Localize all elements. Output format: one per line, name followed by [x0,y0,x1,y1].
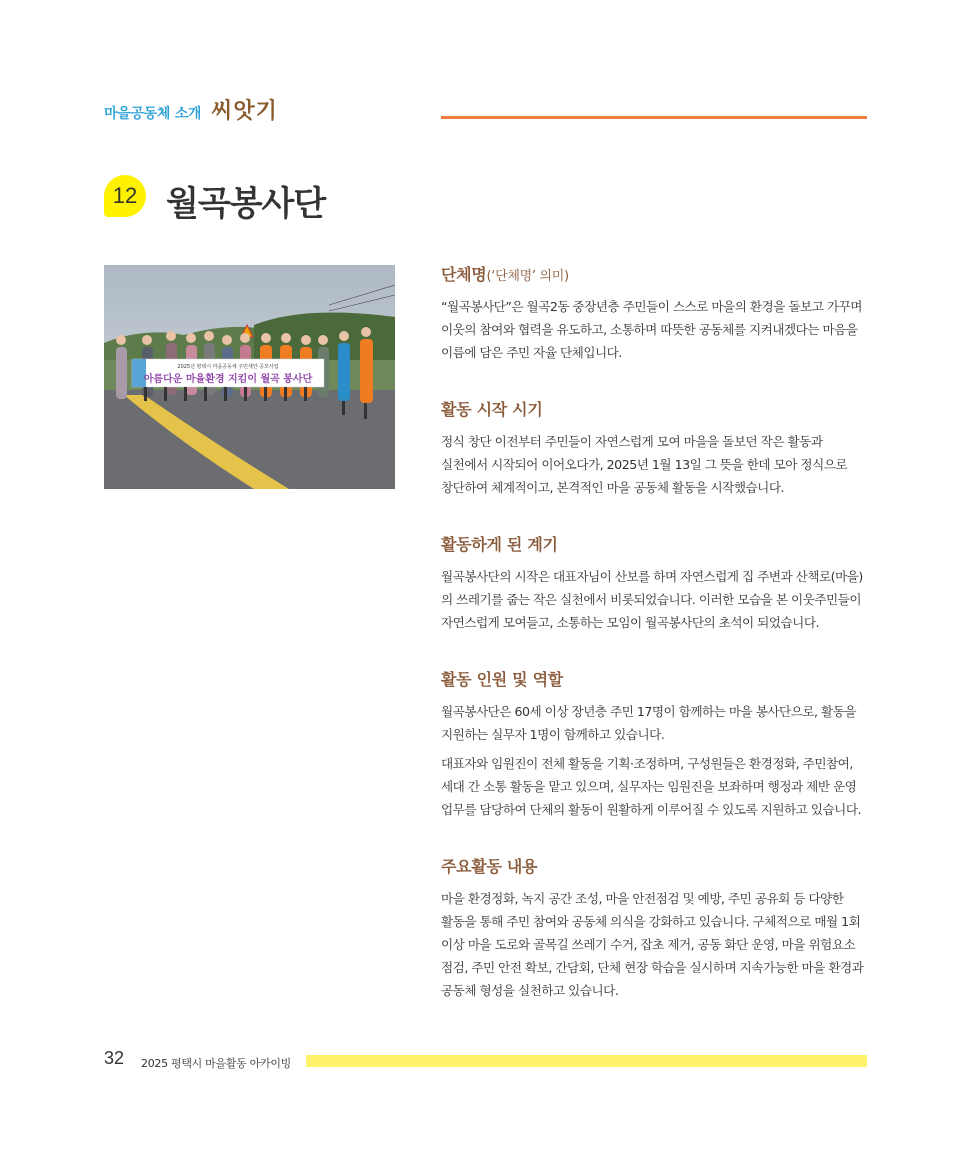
section-members [441,667,869,821]
section-paragraph: 정식 창단 이전부터 주민들이 자연스럽게 모여 마을을 돌보던 작은 활동과 실천에서 시작되어 이어오다가, 2025년 1월 13일 그 뜻을 한데 모아 정식으로 창단하여 체계적이고, 본격적인 마을 공동체 활동을 시작했습니다. [441,434,848,495]
header-rule [441,116,867,119]
banner-small-text: 2025년 평택시 마을공동체 주민제안 공모사업 [177,364,279,370]
section-paragraph: 월곡봉사단은 60세 이상 장년층 주민 17명이 함께하는 마을 봉사단으로, 활동을 지원하는 실무자 1명이 함께하고 있습니다. [441,704,857,742]
section-heading-sub: (‘단체명’ 의미) [486,269,569,284]
section-heading: 주요활동 내용 [441,857,538,876]
kicker-logo: 씨앗기 [211,99,278,124]
section-heading: 활동 시작 시기 [441,400,543,419]
page-title: 월곡봉사단 [166,184,326,224]
section-heading: 활동 인원 및 역할 [441,670,563,689]
section-start [441,397,869,499]
content-column [441,262,869,1035]
group-photo [104,265,395,489]
section-heading: 단체명(‘단체명’ 의미) [441,265,569,284]
section-paragraph: 대표자와 임원진이 전체 활동을 기획·조정하며, 구성원들은 환경정화, 주민참여, 세대 간 소통 활동을 맡고 있으며, 실무자는 임원진을 보좌하며 행정과 제반 운영 업무를 담당하여 단체의 활동이 원활하게 이루어질 수 있도록 지원하고 있습니다. [441,756,861,817]
page-number: 32 [104,1048,125,1068]
section-motivation [441,532,869,634]
footer-bar [306,1055,867,1067]
footer-text: 2025 평택시 마을활동 아카이빙 [141,1057,291,1070]
kicker-text: 마을공동체 소개 [104,106,202,122]
section-number-badge: 12 [104,175,146,217]
section-paragraph: “월곡봉사단”은 월곡2동 중장년층 주민들이 스스로 마을의 환경을 돌보고 가꾸며 이웃의 참여와 협력을 유도하고, 소통하며 따뜻한 공동체를 지켜내겠다는 마음을 이름에 담은 주민 자율 단체입니다. [441,299,862,360]
section-paragraph: 마을 환경정화, 녹지 공간 조성, 마을 안전점검 및 예방, 주민 공유회 등 다양한 활동을 통해 주민 참여와 공동체 의식을 강화하고 있습니다. 구체적으로 매월 1회 이상 마을 도로와 골목길 쓰레기 수거, 잡초 제거, 공동 화단 운영, 마을 위험요소 점검, 주민 안전 확보, 간담회, 단체 현장 학습을 실시하며 지속가능한 마을 환경과 공동체 형성을 실천하고 있습니다. [441,891,864,998]
header-kicker [104,94,278,125]
section-paragraph: 월곡봉사단의 시작은 대표자님이 산보를 하며 자연스럽게 집 주변과 산책로(마을)의 쓰레기를 줍는 작은 실천에서 비롯되었습니다. 이러한 모습을 본 이웃주민들이 자연스럽게 모여들고, 소통하는 모임이 월곡봉사단의 초석이 되었습니다. [441,569,863,630]
section-name [441,262,869,364]
banner-main-text: 아름다운 마을환경 지킴이 월곡 봉사단 [143,374,313,385]
section-heading: 활동하게 된 계기 [441,535,558,554]
section-activities [441,854,869,1002]
group-photo-illustration [104,265,395,489]
